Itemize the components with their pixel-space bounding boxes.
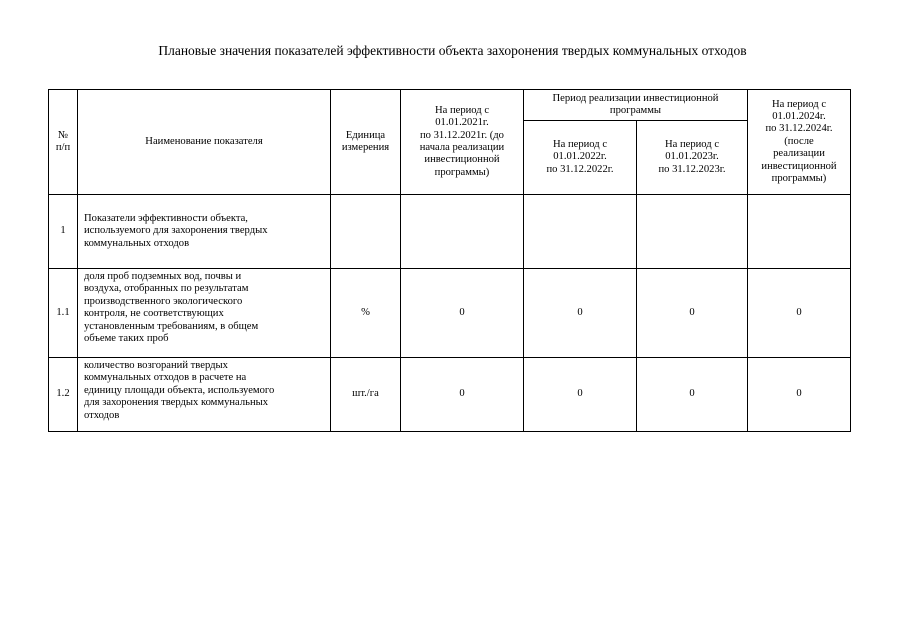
header-indicator-name: Наименование показателя	[78, 90, 331, 195]
row-number: 1.2	[49, 358, 78, 432]
table-row	[49, 358, 851, 432]
header-period-2022: На период с 01.01.2022г. по 31.12.2022г.	[524, 121, 637, 195]
row-value-2022	[524, 195, 637, 269]
row-unit: %	[331, 269, 401, 358]
indicators-table	[48, 89, 851, 432]
header-period-2021: На период с 01.01.2021г. по 31.12.2021г. (до начала реализации инвестиционной программы)	[401, 90, 524, 195]
row-value-2023	[637, 195, 748, 269]
row-value-2023: 0	[637, 269, 748, 358]
row-unit	[331, 195, 401, 269]
row-indicator-name: количество возгораний твердых коммунальных отходов в расчете на единицу площади объекта, используемого для захоронения твердых коммунальных отходов	[78, 358, 331, 432]
row-value-2024	[748, 195, 851, 269]
header-unit: Единица измерения	[331, 90, 401, 195]
row-indicator-name: доля проб подземных вод, почвы и воздуха, отобранных по результатам производственного экологического контроля, не соответствующих установленным требованиям, в общем объеме таких проб	[78, 269, 331, 358]
row-unit: шт./га	[331, 358, 401, 432]
header-investment-period: Период реализации инвестиционной программы	[524, 90, 748, 121]
header-period-2023: На период с 01.01.2023г. по 31.12.2023г.	[637, 121, 748, 195]
table-row	[49, 269, 851, 358]
row-value-2021: 0	[401, 358, 524, 432]
row-value-2024: 0	[748, 269, 851, 358]
header-number: № п/п	[49, 90, 78, 195]
row-value-2022: 0	[524, 358, 637, 432]
row-value-2021: 0	[401, 269, 524, 358]
document-title: Плановые значения показателей эффективности объекта захоронения твердых коммунальных отходов	[158, 43, 747, 58]
row-indicator-name: Показатели эффективности объекта, используемого для захоронения твердых коммунальных отходов	[78, 195, 331, 269]
row-value-2024: 0	[748, 358, 851, 432]
header-period-2024: На период с 01.01.2024г. по 31.12.2024г. (после реализации инвестиционной программы)	[748, 90, 851, 195]
row-number: 1	[49, 195, 78, 269]
row-value-2023: 0	[637, 358, 748, 432]
row-number: 1.1	[49, 269, 78, 358]
table-row	[49, 195, 851, 269]
row-value-2022: 0	[524, 269, 637, 358]
row-value-2021	[401, 195, 524, 269]
